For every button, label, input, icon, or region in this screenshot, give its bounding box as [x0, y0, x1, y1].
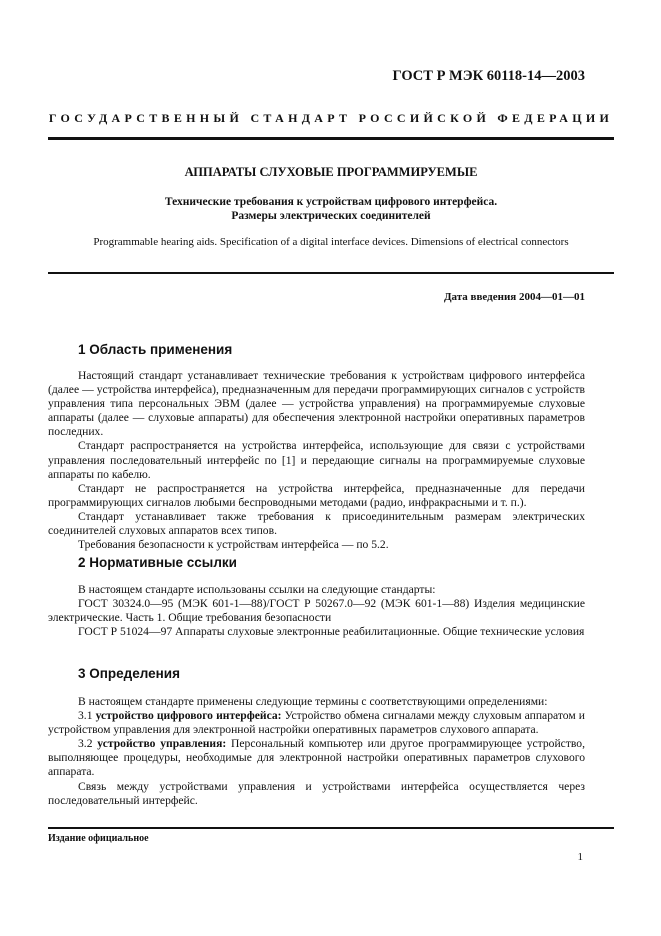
paragraph: В настоящем стандарте использованы ссылки на следующие стандарты: — [78, 583, 436, 596]
paragraph: Настоящий стандарт устанавливает технические требования к устройствам цифрового интерфейса (далее — устройства интерфейса), предназначенным для передачи программирующих сигналов с устройств управления типа персональных ЭВМ (далее — устройства управления) на программируемые слуховые аппараты (далее — слуховые аппараты) для обеспечения электронной настройки оперативных параметров последних. — [48, 369, 585, 439]
paragraph: Стандарт устанавливает также требования к присоединительным размерам электрических соединителей слуховых аппаратов всех типов. — [48, 509, 585, 538]
paragraph: Требования безопасности к устройствам интерфейса — по 5.2. — [78, 538, 389, 552]
effective-date: Дата введения 2004—01—01 — [443, 291, 585, 303]
definition-term: устройство управления: — [97, 737, 227, 751]
document-subtitle — [48, 195, 614, 223]
definition-3-1 — [48, 709, 585, 737]
paragraph: Связь между устройствами управления и устройствами интерфейса осуществляется через последовательный интерфейс. — [48, 779, 585, 807]
document-title: АППАРАТЫ СЛУХОВЫЕ ПРОГРАММИРУЕМЫЕ — [184, 165, 478, 179]
section-1-body — [48, 369, 585, 552]
definition-text: Устройство обмена сигналами между слуховым аппаратом и устройством управления для электронной настройки оперативных параметров слухового аппарата. — [48, 709, 585, 737]
definition-term: устройство цифрового интерфейса: — [95, 709, 282, 723]
definition-3-2 — [48, 737, 585, 779]
official-edition-note: Издание официальное — [48, 833, 149, 844]
footer-divider — [48, 827, 614, 829]
paragraph: ГОСТ Р 51024—97 Аппараты слуховые электронные реабилитационные. Общие технические условия — [78, 625, 585, 639]
definition-number: 3.1 — [78, 709, 93, 723]
section-2-heading: 2 Нормативные ссылки — [78, 555, 237, 570]
paragraph: Стандарт не распространяется на устройства интерфейса, предназначенные для передачи программирующих сигналов любыми беспроводными методами (радио, инфракрасными и т. п.). — [48, 481, 585, 509]
section-1-heading: 1 Область применения — [78, 342, 233, 357]
standard-code: ГОСТ Р МЭК 60118-14—2003 — [392, 68, 585, 84]
section-2-body — [48, 583, 585, 639]
section-3-body — [48, 695, 585, 808]
definition-text: Персональный компьютер или другое программирующее устройство, выполняющее процедуры, необходимые для электронной настройки оперативных параметров слухового аппарата. — [48, 737, 585, 779]
header-divider — [48, 137, 614, 140]
subtitle-line-2: Размеры электрических соединителей — [231, 210, 431, 222]
state-standard-banner: ГОСУДАРСТВЕННЫЙ СТАНДАРТ РОССИЙСКОЙ ФЕДЕРАЦИИ — [48, 111, 614, 125]
paragraph: В настоящем стандарте применены следующие термины с соответствующими определениями: — [78, 695, 548, 708]
page-number: 1 — [577, 851, 583, 863]
subtitle-line-1: Технические требования к устройствам цифрового интерфейса. — [164, 196, 498, 208]
section-3-heading: 3 Определения — [78, 666, 180, 681]
definition-number: 3.2 — [78, 737, 93, 751]
paragraph: Стандарт распространяется на устройства интерфейса, использующие для связи с устройствами управления последовательный интерфейс по [1] и передающие сигналы на программируемые слуховые аппараты по кабелю. — [48, 439, 585, 481]
title-divider — [48, 272, 614, 274]
english-title: Programmable hearing aids. Specification of a digital interface devices. Dimensions of electrical connectors — [93, 236, 569, 248]
paragraph: ГОСТ 30324.0—95 (МЭК 601-1—88)/ГОСТ Р 50267.0—92 (МЭК 601-1—88) Изделия медицинские электрические. Часть 1. Общие требования безопасности — [48, 597, 585, 625]
